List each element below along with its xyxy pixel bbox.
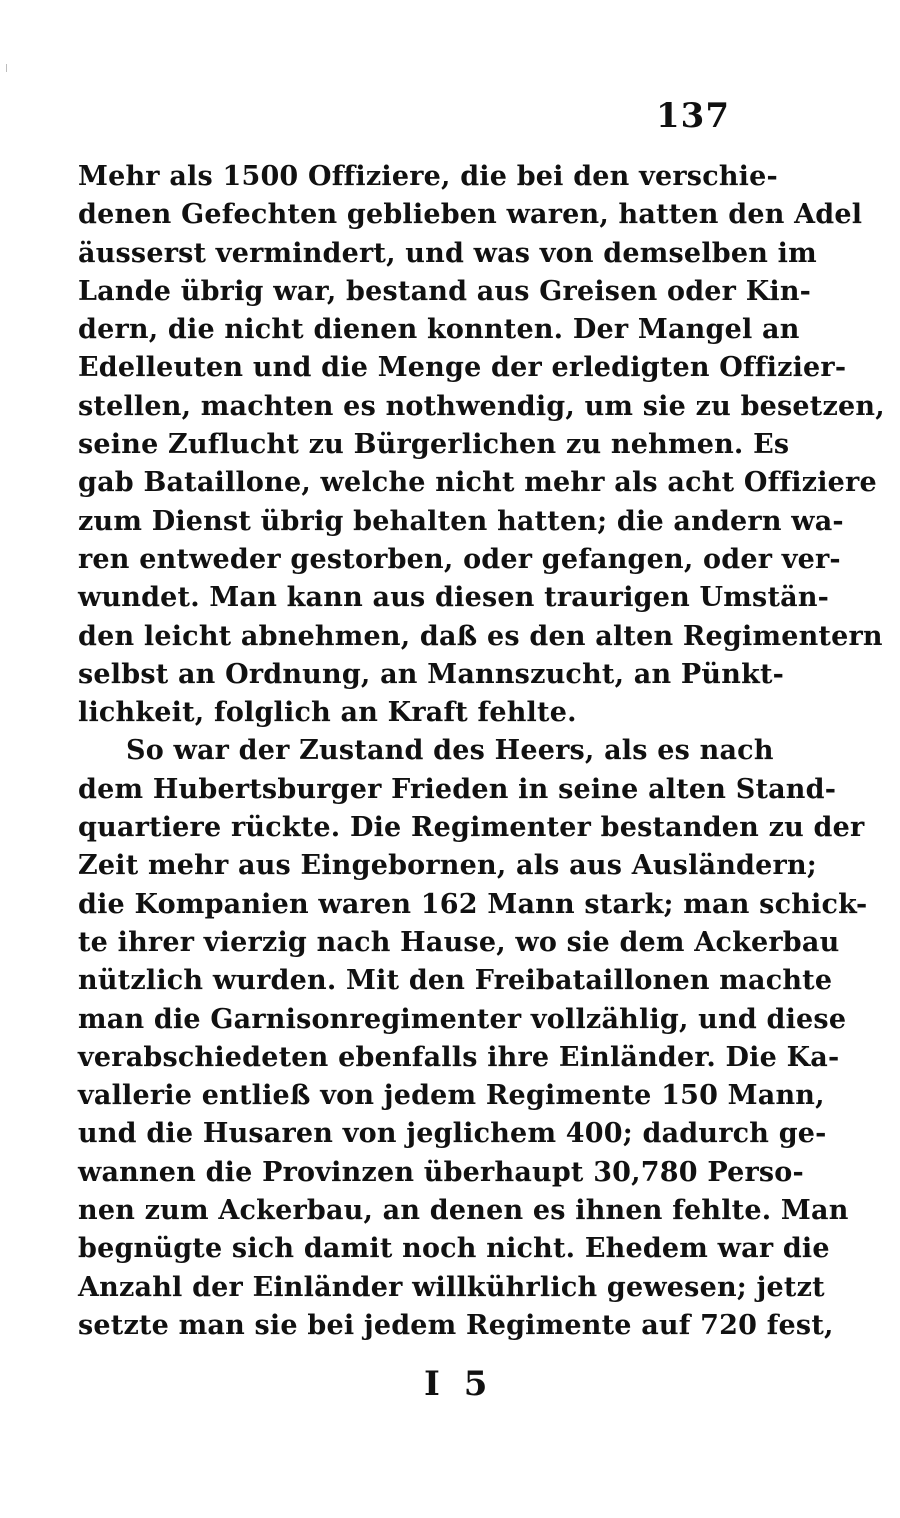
- text-line: den leicht abnehmen, daß es den alten Regimentern: [78, 620, 883, 652]
- text-line: selbst an Ordnung, an Mannszucht, an Pünkt-: [78, 658, 785, 690]
- text-line: seine Zuflucht zu Bürgerlichen zu nehmen. Es: [78, 429, 790, 461]
- text-line: gab Bataillone, welche nicht mehr als acht Offiziere: [78, 467, 877, 499]
- body-text: [78, 158, 885, 1345]
- margin-mark: [6, 64, 7, 72]
- text-line: verabschiedeten ebenfalls ihre Einländer. Die Ka-: [78, 1041, 840, 1073]
- text-line: setzte man sie bei jedem Regimente auf 720 fest,: [78, 1309, 834, 1341]
- text-line: denen Gefechten geblieben waren, hatten den Adel: [78, 199, 863, 231]
- text-line: stellen, machten es nothwendig, um sie zu besetzen,: [78, 390, 885, 422]
- text-line: quartiere rückte. Die Regimenter bestanden zu der: [78, 812, 865, 844]
- text-line: begnügte sich damit noch nicht. Ehedem war die: [78, 1233, 830, 1265]
- text-line: dem Hubertsburger Frieden in seine alten Stand-: [78, 773, 837, 805]
- text-line: lichkeit, folglich an Kraft fehlte.: [78, 697, 577, 729]
- text-line: Mehr als 1500 Offiziere, die bei den verschie-: [78, 161, 778, 192]
- text-line: ren entweder gestorben, oder gefangen, oder ver-: [78, 543, 841, 575]
- text-line: und die Husaren von jeglichem 400; dadurch ge-: [78, 1118, 827, 1150]
- text-line: zum Dienst übrig behalten hatten; die andern wa-: [78, 505, 844, 537]
- text-line: So war der Zustand des Heers, als es nach: [126, 735, 774, 767]
- text-line: vallerie entließ von jedem Regimente 150 Mann,: [78, 1080, 825, 1112]
- text-line: Lande übrig war, bestand aus Greisen oder Kin-: [78, 275, 812, 307]
- text-line: wannen die Provinzen überhaupt 30,780 Perso-: [78, 1156, 804, 1188]
- text-line: Anzahl der Einländer willkührlich gewesen; jetzt: [78, 1271, 825, 1303]
- text-line: wundet. Man kann aus diesen traurigen Umstän-: [78, 582, 830, 614]
- text-line: äusserst vermindert, und was von demselben im: [78, 237, 817, 269]
- text-line: Zeit mehr aus Eingebornen, als aus Ausländern;: [78, 850, 817, 882]
- text-line: nen zum Ackerbau, an denen es ihnen fehlte. Man: [78, 1195, 849, 1227]
- page-number: 137: [656, 96, 730, 136]
- text-line: dern, die nicht dienen konnten. Der Mangel an: [78, 314, 800, 346]
- text-line: nützlich wurden. Mit den Freibataillonen machte: [78, 965, 833, 997]
- text-line: te ihrer vierzig nach Hause, wo sie dem Ackerbau: [78, 926, 840, 958]
- text-line: die Kompanien waren 162 Mann stark; man schick-: [78, 888, 868, 920]
- text-line: man die Garnisonregimenter vollzählig, und diese: [78, 1003, 847, 1035]
- text-line: Edelleuten und die Menge der erledigten Offizier-: [78, 352, 847, 384]
- signature-mark: I 5: [424, 1364, 494, 1404]
